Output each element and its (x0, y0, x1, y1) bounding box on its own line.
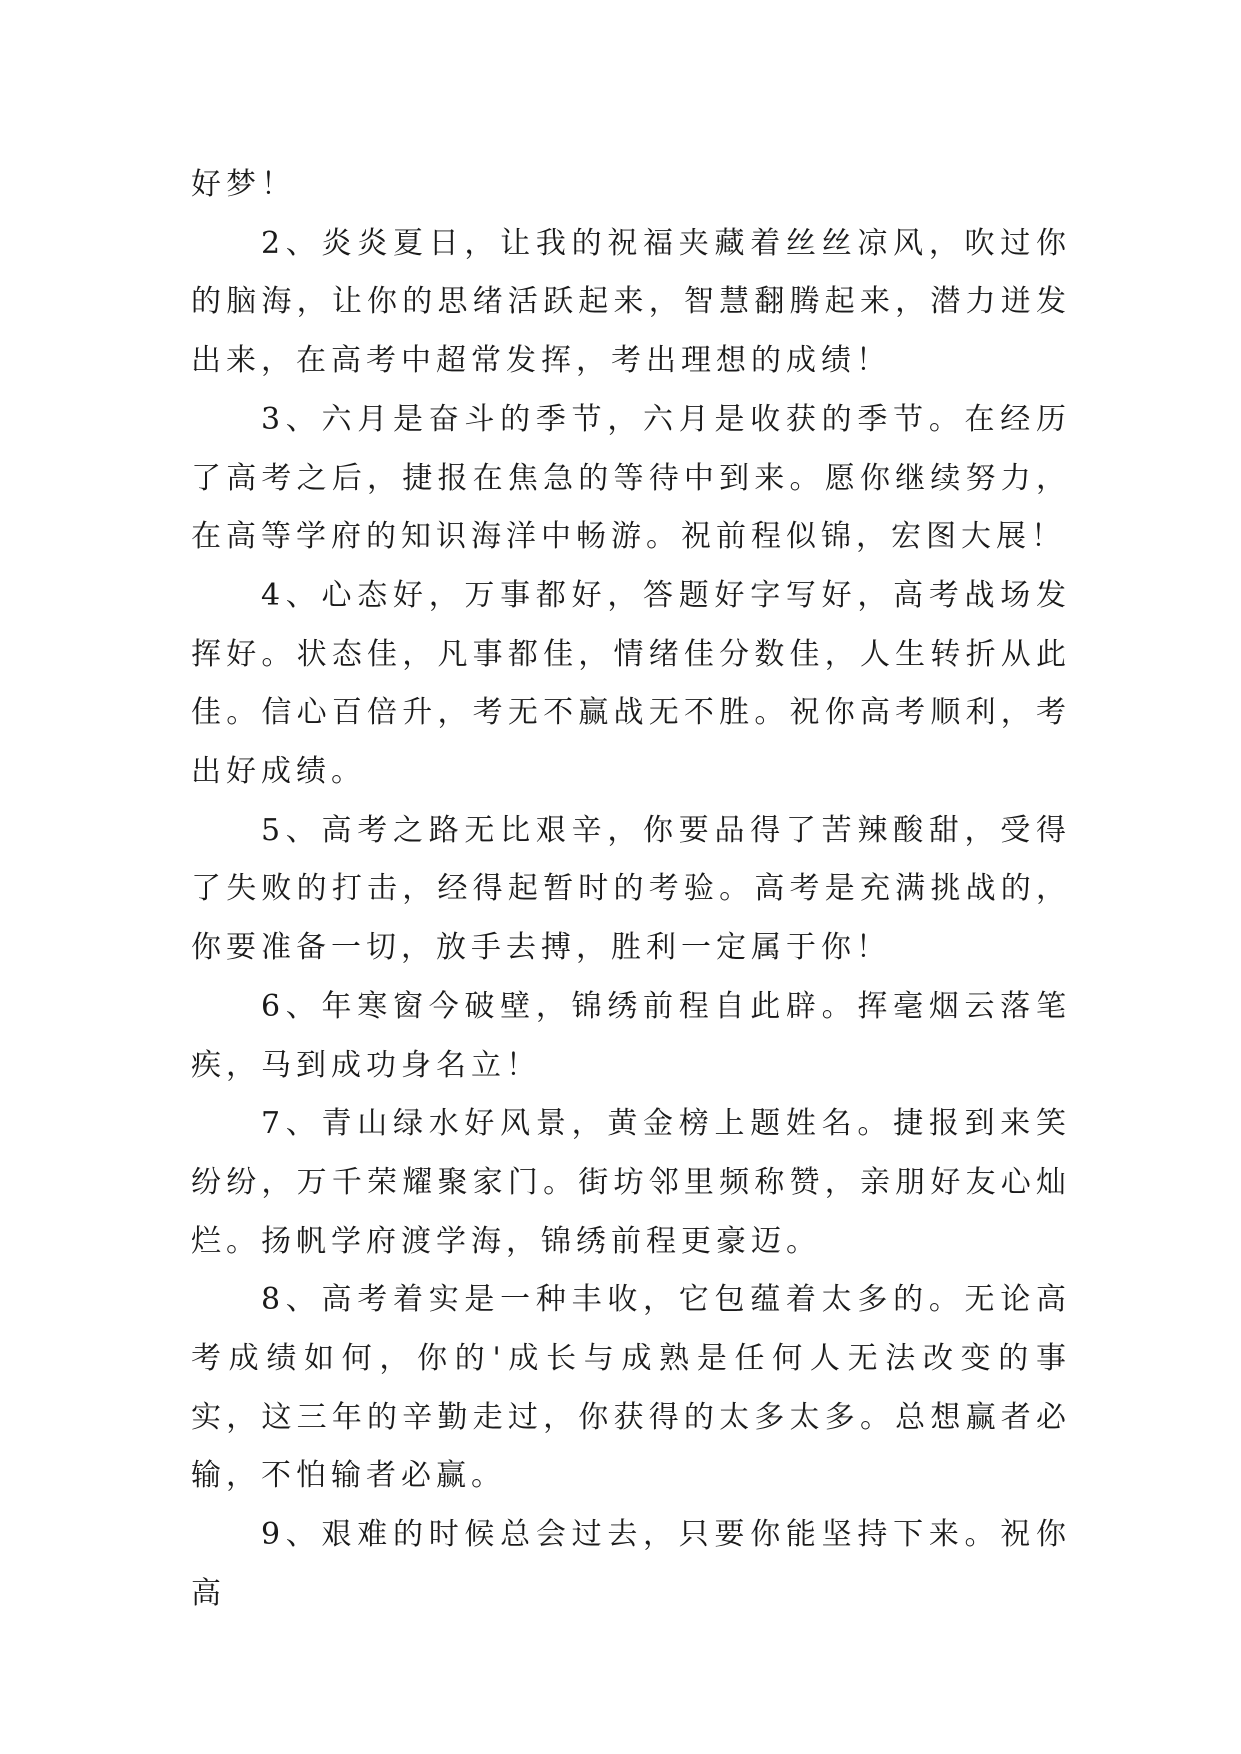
body-text (191, 156, 1071, 1624)
paragraph-2: 2、炎炎夏日，让我的祝福夹藏着丝丝凉风，吹过你的脑海，让你的思绪活跃起来，智慧翻腾起来，潜力迸发出来，在高考中超常发挥，考出理想的成绩！ (191, 225, 1071, 379)
paragraph-4: 4、心态好，万事都好，答题好字写好，高考战场发挥好。状态佳，凡事都佳，情绪佳分数佳，人生转折从此佳。信心百倍升，考无不赢战无不胜。祝你高考顺利，考出好成绩。 (191, 577, 1071, 790)
paragraph-9: 9、艰难的时候总会过去，只要你能坚持下来。祝你高 (191, 1517, 1071, 1611)
paragraph-3: 3、六月是奋斗的季节，六月是收获的季节。在经历了高考之后，捷报在焦急的等待中到来。愿你继续努力，在高等学府的知识海洋中畅游。祝前程似锦，宏图大展！ (191, 401, 1071, 555)
paragraph-8: 8、高考着实是一种丰收，它包蕴着太多的。无论高考成绩如何，你的'成长与成熟是任何人无法改变的事实，这三年的辛勤走过，你获得的太多太多。总想赢者必输，不怕输者必赢。 (191, 1282, 1071, 1494)
paragraph-6: 6、年寒窗今破壁，锦绣前程自此辟。挥毫烟云落笔疾，马到成功身名立！ (191, 988, 1071, 1083)
paragraph-5: 5、高考之路无比艰辛，你要品得了苦辣酸甜，受得了失败的打击，经得起暂时的考验。高考是充满挑战的，你要准备一切，放手去搏，胜利一定属于你！ (191, 812, 1071, 966)
paragraph-continued: 好梦！ (191, 167, 296, 202)
paragraph-7: 7、青山绿水好风景，黄金榜上题姓名。捷报到来笑纷纷，万千荣耀聚家门。街坊邻里频称赞，亲朋好友心灿烂。扬帆学府渡学海，锦绣前程更豪迈。 (191, 1106, 1071, 1259)
